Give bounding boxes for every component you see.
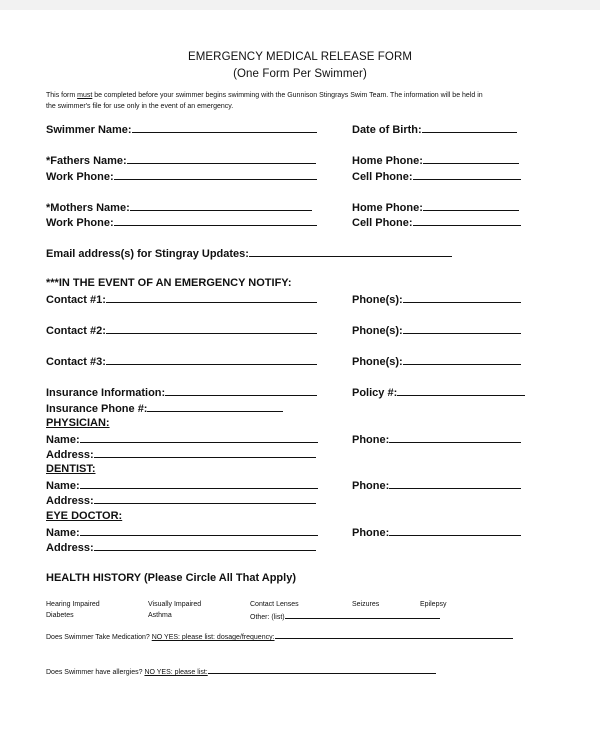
physician-name-label: Name:	[46, 434, 80, 446]
dentist-phone-row	[352, 479, 521, 492]
form-subtitle: (One Form Per Swimmer)	[233, 68, 367, 80]
physician-phone-field[interactable]	[389, 433, 521, 443]
father-cell-label: Cell Phone:	[352, 171, 413, 183]
contact1-phone-field[interactable]	[403, 293, 521, 303]
insurance-phone-label: Insurance Phone #:	[46, 403, 148, 415]
email-row	[46, 247, 452, 260]
dob-row	[352, 123, 517, 136]
contact2-label: Contact #2:	[46, 325, 106, 337]
father-cell-row	[352, 170, 521, 183]
contact1-row	[46, 293, 317, 306]
form-title: EMERGENCY MEDICAL RELEASE FORM	[187, 51, 413, 63]
condition-other	[250, 612, 440, 621]
eye-doctor-address-row	[46, 541, 316, 554]
father-home-field[interactable]	[423, 154, 519, 164]
mother-work-row	[46, 216, 317, 229]
contact2-phone-field[interactable]	[403, 324, 521, 334]
mother-home-row	[352, 201, 519, 214]
mother-cell-row	[352, 216, 521, 229]
intro-text	[46, 90, 566, 112]
policy-label: Policy #:	[352, 387, 398, 399]
eye-doctor-phone-field[interactable]	[389, 526, 521, 536]
physician-name-row	[46, 433, 318, 446]
mother-cell-field[interactable]	[413, 216, 521, 226]
insurance-info-row	[46, 386, 317, 399]
dentist-phone-label: Phone:	[352, 480, 390, 492]
dentist-name-label: Name:	[46, 480, 80, 492]
mother-work-field[interactable]	[114, 216, 317, 226]
condition-diabetes[interactable]: Diabetes	[46, 612, 74, 619]
eye-doctor-name-label: Name:	[46, 527, 80, 539]
intro-line2: the swimmer's file for use only in the event of an emergency.	[46, 103, 234, 110]
physician-address-row	[46, 448, 316, 461]
allergies-field[interactable]	[208, 667, 436, 674]
intro-post: be completed before your swimmer begins swimming with the Gunnison Stingrays Swim Team. The information will be held in	[92, 92, 483, 99]
eye-doctor-phone-row	[352, 526, 521, 539]
intro-must: must	[77, 92, 93, 99]
contact3-field[interactable]	[106, 355, 317, 365]
email-field[interactable]	[249, 247, 452, 257]
medication-row	[46, 632, 513, 641]
father-cell-field[interactable]	[413, 170, 521, 180]
condition-other-label[interactable]: Other: (list)	[250, 614, 285, 621]
contact3-row	[46, 355, 317, 368]
father-home-row	[352, 154, 519, 167]
contact3-phone-row	[352, 355, 521, 368]
mother-name-field[interactable]	[130, 201, 312, 211]
physician-address-field[interactable]	[94, 448, 316, 458]
contact3-label: Contact #3:	[46, 356, 106, 368]
physician-address-label: Address:	[46, 449, 94, 461]
mother-name-row	[46, 201, 312, 214]
contact1-label: Contact #1:	[46, 294, 106, 306]
father-name-label: *Fathers Name:	[46, 155, 127, 167]
condition-contacts[interactable]: Contact Lenses	[250, 601, 299, 608]
insurance-phone-row	[46, 402, 283, 415]
father-work-field[interactable]	[114, 170, 317, 180]
intro-pre: This form	[46, 92, 78, 99]
health-history-heading: HEALTH HISTORY (Please Circle All That Apply)	[46, 572, 296, 584]
email-label: Email address(s) for Stingray Updates:	[46, 248, 249, 260]
contact2-phone-label: Phone(s):	[352, 325, 403, 337]
physician-phone-label: Phone:	[352, 434, 390, 446]
policy-row	[352, 386, 525, 399]
condition-hearing[interactable]: Hearing Impaired	[46, 601, 100, 608]
emergency-heading: ***IN THE EVENT OF AN EMERGENCY NOTIFY:	[46, 277, 292, 289]
dentist-address-field[interactable]	[94, 494, 316, 504]
condition-visual[interactable]: Visually Impaired	[148, 601, 202, 608]
contact1-phone-row	[352, 293, 521, 306]
dentist-name-field[interactable]	[80, 479, 318, 489]
father-home-label: Home Phone:	[352, 155, 423, 167]
father-name-field[interactable]	[127, 154, 316, 164]
condition-other-field[interactable]	[285, 612, 440, 619]
contact3-phone-label: Phone(s):	[352, 356, 403, 368]
physician-phone-row	[352, 433, 521, 446]
contact2-phone-row	[352, 324, 521, 337]
condition-seizures[interactable]: Seizures	[352, 601, 380, 608]
insurance-info-label: Insurance Information:	[46, 387, 166, 399]
mother-cell-label: Cell Phone:	[352, 217, 413, 229]
contact2-row	[46, 324, 317, 337]
condition-epilepsy[interactable]: Epilepsy	[420, 601, 447, 608]
swimmer-name-label: Swimmer Name:	[46, 124, 132, 136]
medication-options[interactable]: NO YES: please list: dosage/frequency:	[151, 634, 275, 641]
eye-doctor-phone-label: Phone:	[352, 527, 390, 539]
eye-doctor-name-row	[46, 526, 318, 539]
mother-home-label: Home Phone:	[352, 202, 423, 214]
insurance-phone-field[interactable]	[147, 402, 283, 412]
insurance-info-field[interactable]	[165, 386, 317, 396]
allergies-question: Does Swimmer have allergies?	[46, 669, 143, 676]
medication-question: Does Swimmer Take Medication?	[46, 634, 150, 641]
allergies-options[interactable]: NO YES: please list:	[144, 669, 208, 676]
contact1-phone-label: Phone(s):	[352, 294, 403, 306]
father-work-row	[46, 170, 317, 183]
dentist-name-row	[46, 479, 318, 492]
dentist-address-label: Address:	[46, 495, 94, 507]
dob-field[interactable]	[422, 123, 517, 133]
page-top-edge	[0, 0, 600, 10]
contact1-field[interactable]	[106, 293, 317, 303]
dob-label: Date of Birth:	[352, 124, 422, 136]
physician-heading: PHYSICIAN:	[46, 417, 110, 429]
father-work-label: Work Phone:	[46, 171, 114, 183]
dentist-address-row	[46, 494, 316, 507]
father-name-row	[46, 154, 316, 167]
physician-name-field[interactable]	[80, 433, 318, 443]
condition-asthma[interactable]: Asthma	[148, 612, 172, 619]
contact2-field[interactable]	[106, 324, 317, 334]
swimmer-name-field[interactable]	[132, 123, 317, 133]
mother-work-label: Work Phone:	[46, 217, 114, 229]
policy-field[interactable]	[397, 386, 525, 396]
eye-doctor-name-field[interactable]	[80, 526, 318, 536]
dentist-phone-field[interactable]	[389, 479, 521, 489]
mother-home-field[interactable]	[423, 201, 519, 211]
mother-name-label: *Mothers Name:	[46, 202, 130, 214]
contact3-phone-field[interactable]	[403, 355, 521, 365]
eye-doctor-heading: EYE DOCTOR:	[46, 510, 123, 522]
dentist-heading: DENTIST:	[46, 463, 96, 475]
eye-doctor-address-label: Address:	[46, 542, 94, 554]
eye-doctor-address-field[interactable]	[94, 541, 316, 551]
medication-field[interactable]	[275, 632, 513, 639]
swimmer-name-row	[46, 123, 317, 136]
allergies-row	[46, 667, 436, 676]
